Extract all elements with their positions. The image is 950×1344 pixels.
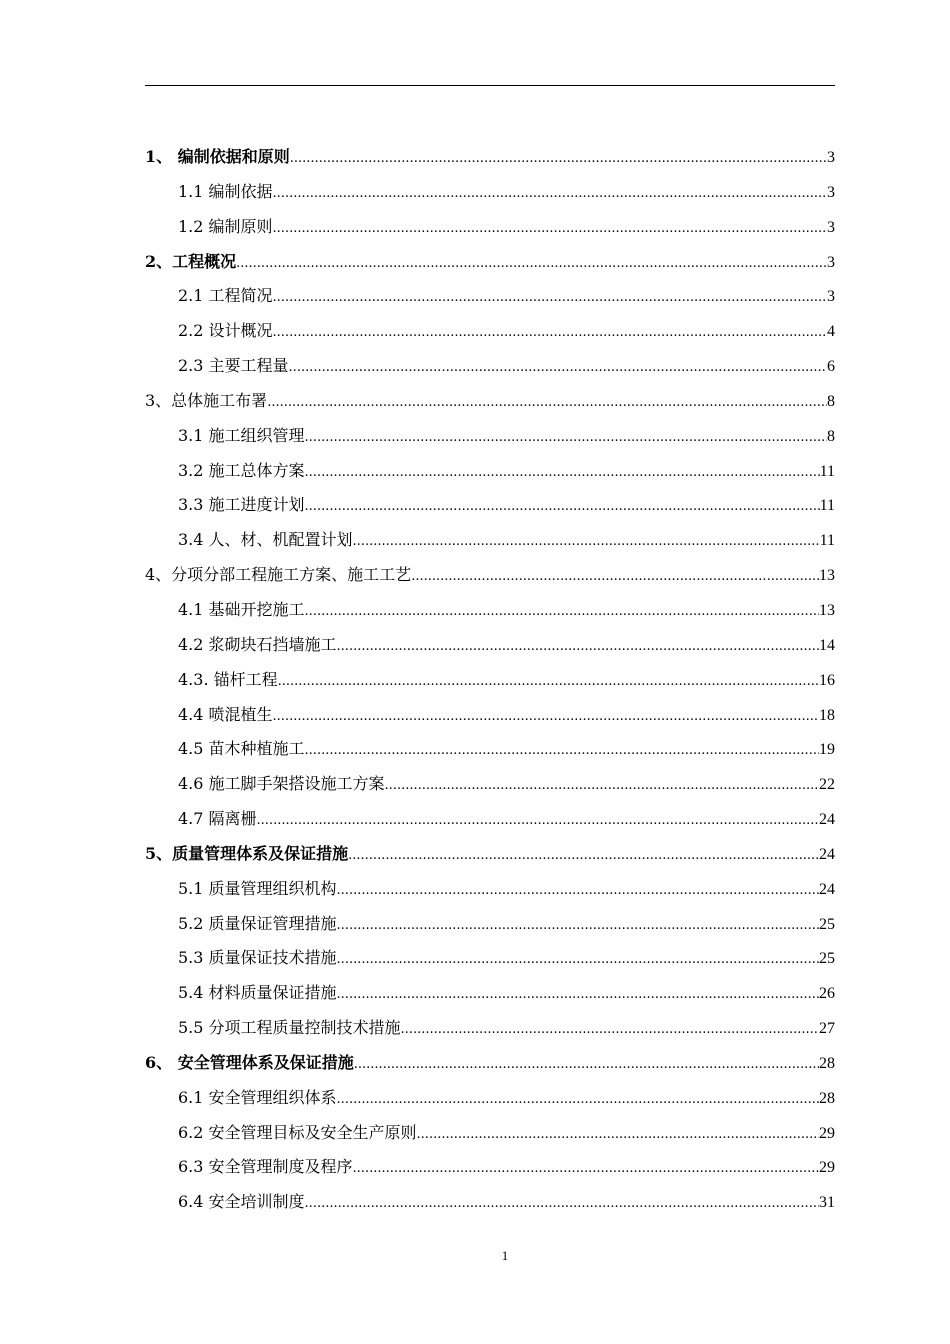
toc-entry-page-number: 3 — [827, 288, 835, 306]
toc-entry-title: 5、质量管理体系及保证措施 — [145, 843, 349, 863]
toc-entry[interactable] — [145, 1081, 835, 1116]
toc-dot-leader — [354, 1048, 819, 1083]
toc-entry-title: 4.7 隔离栅 — [178, 809, 257, 829]
toc-entry[interactable] — [145, 802, 835, 837]
toc-entry-page-number: 18 — [819, 706, 835, 724]
toc-entry-page-number: 13 — [819, 601, 835, 619]
toc-dot-leader — [337, 978, 819, 1013]
toc-entry[interactable] — [145, 976, 835, 1011]
toc-entry-title: 4、分项分部工程施工方案、施工工艺 — [145, 565, 412, 585]
toc-entry-page-number: 24 — [819, 845, 835, 863]
toc-entry-page-number: 13 — [819, 567, 835, 585]
toc-entry-title: 2.3 主要工程量 — [178, 356, 289, 376]
toc-entry-page-number: 11 — [819, 462, 835, 480]
toc-entry-page-number: 27 — [819, 1020, 835, 1038]
toc-dot-leader — [273, 177, 827, 212]
toc-entry[interactable] — [145, 663, 835, 698]
table-of-contents — [145, 140, 835, 1220]
toc-dot-leader — [337, 1083, 819, 1118]
toc-entry-page-number: 24 — [819, 811, 835, 829]
toc-entry-title: 5.5 分项工程质量控制技术措施 — [178, 1018, 401, 1038]
toc-entry[interactable] — [145, 593, 835, 628]
toc-entry-page-number: 31 — [819, 1194, 835, 1212]
toc-entry[interactable] — [145, 1011, 835, 1046]
toc-dot-leader — [353, 525, 820, 560]
toc-entry[interactable] — [145, 1116, 835, 1151]
toc-entry-title: 5.3 质量保证技术措施 — [178, 948, 337, 968]
toc-dot-leader — [337, 874, 819, 909]
toc-entry[interactable] — [145, 210, 835, 245]
toc-dot-leader — [337, 943, 819, 978]
toc-dot-leader — [273, 212, 827, 247]
toc-entry-title: 4.1 基础开挖施工 — [178, 599, 305, 619]
toc-entry-page-number: 6 — [827, 358, 835, 376]
toc-entry-page-number: 25 — [819, 950, 835, 968]
toc-entry-title: 3.3 施工进度计划 — [178, 495, 305, 515]
toc-dot-leader — [278, 665, 819, 700]
page-number: 1 — [501, 1248, 509, 1263]
toc-entry-page-number: 24 — [819, 880, 835, 898]
toc-entry[interactable] — [145, 454, 835, 489]
toc-entry-title: 4.2 浆砌块石挡墙施工 — [178, 634, 337, 654]
toc-entry-title: 1.2 编制原则 — [178, 216, 273, 236]
toc-dot-leader — [305, 456, 820, 491]
toc-dot-leader — [305, 734, 819, 769]
toc-entry-page-number: 29 — [819, 1124, 835, 1142]
toc-entry-page-number: 3 — [827, 149, 835, 166]
toc-entry-page-number: 28 — [819, 1054, 835, 1072]
toc-entry-title: 6.1 安全管理组织体系 — [178, 1087, 337, 1107]
toc-dot-leader — [401, 1013, 819, 1048]
toc-entry-title: 3、总体施工布署 — [145, 390, 268, 410]
toc-dot-leader — [236, 247, 827, 282]
toc-dot-leader — [273, 316, 827, 351]
toc-entry-title: 6.2 安全管理目标及安全生产原则 — [178, 1122, 417, 1142]
toc-entry[interactable] — [145, 1185, 835, 1220]
toc-entry-page-number: 8 — [827, 392, 835, 410]
toc-dot-leader — [305, 1187, 819, 1222]
toc-entry-page-number: 16 — [819, 671, 835, 689]
toc-entry-title: 6、 安全管理体系及保证措施 — [145, 1052, 354, 1072]
toc-entry[interactable] — [145, 419, 835, 454]
toc-entry-title: 5.4 材料质量保证措施 — [178, 983, 337, 1003]
toc-entry-title: 6.4 安全培训制度 — [178, 1192, 305, 1212]
toc-dot-leader — [273, 700, 819, 735]
toc-entry-page-number: 3 — [827, 218, 835, 236]
toc-dot-leader — [305, 595, 819, 630]
toc-dot-leader — [273, 281, 827, 316]
toc-entry[interactable] — [145, 245, 835, 280]
toc-entry-title: 4.3. 锚杆工程 — [178, 669, 278, 689]
toc-entry-title: 5.1 质量管理组织机构 — [178, 878, 337, 898]
toc-entry-title: 2.2 设计概况 — [178, 321, 273, 341]
toc-entry-page-number: 4 — [827, 323, 835, 341]
toc-entry-page-number: 28 — [819, 1089, 835, 1107]
toc-entry[interactable] — [145, 175, 835, 210]
toc-dot-leader — [337, 630, 819, 665]
toc-entry[interactable] — [145, 907, 835, 942]
toc-entry-page-number: 11 — [819, 532, 835, 550]
toc-dot-leader — [305, 421, 827, 456]
toc-entry[interactable] — [145, 837, 835, 872]
toc-entry-page-number: 22 — [819, 776, 835, 794]
toc-entry-page-number: 8 — [827, 427, 835, 445]
toc-entry-title: 5.2 质量保证管理措施 — [178, 913, 337, 933]
toc-entry-title: 3.2 施工总体方案 — [178, 460, 305, 480]
toc-dot-leader — [411, 560, 819, 595]
toc-entry[interactable] — [145, 698, 835, 733]
toc-entry[interactable] — [145, 140, 835, 175]
toc-entry[interactable] — [145, 523, 835, 558]
toc-entry[interactable] — [145, 558, 835, 593]
toc-entry[interactable] — [145, 732, 835, 767]
toc-entry[interactable] — [145, 941, 835, 976]
toc-entry-title: 2、工程概况 — [145, 251, 237, 271]
toc-entry-page-number: 14 — [819, 636, 835, 654]
toc-dot-leader — [337, 909, 819, 944]
toc-entry-page-number: 25 — [819, 915, 835, 933]
toc-entry-page-number: 26 — [819, 985, 835, 1003]
toc-entry-page-number: 3 — [827, 183, 835, 201]
toc-entry[interactable] — [145, 1046, 835, 1081]
toc-dot-leader — [305, 490, 820, 525]
toc-entry-page-number: 11 — [819, 497, 835, 515]
toc-entry-title: 3.4 人、材、机配置计划 — [178, 530, 353, 550]
header-rule — [145, 85, 835, 86]
toc-dot-leader — [417, 1118, 819, 1153]
toc-dot-leader — [290, 142, 827, 177]
toc-dot-leader — [257, 804, 819, 839]
toc-entry-title: 4.4 喷混植生 — [178, 704, 273, 724]
toc-entry-title: 1、 编制依据和原则 — [145, 147, 290, 166]
toc-entry[interactable] — [145, 872, 835, 907]
toc-entry[interactable] — [145, 279, 835, 314]
toc-dot-leader — [385, 769, 819, 804]
toc-entry-title: 3.1 施工组织管理 — [178, 425, 305, 445]
toc-entry-title: 4.6 施工脚手架搭设施工方案 — [178, 774, 385, 794]
toc-entry-page-number: 3 — [827, 253, 835, 271]
toc-entry[interactable] — [145, 488, 835, 523]
toc-entry[interactable] — [145, 628, 835, 663]
toc-entry[interactable] — [145, 767, 835, 802]
toc-entry[interactable] — [145, 1150, 835, 1185]
toc-entry-title: 1.1 编制依据 — [178, 181, 273, 201]
toc-dot-leader — [289, 351, 827, 386]
toc-entry-page-number: 19 — [819, 741, 835, 759]
toc-entry-page-number: 29 — [819, 1159, 835, 1177]
toc-entry[interactable] — [145, 349, 835, 384]
toc-entry[interactable] — [145, 314, 835, 349]
toc-dot-leader — [348, 839, 819, 874]
toc-entry[interactable] — [145, 384, 835, 419]
toc-entry-title: 2.1 工程简况 — [178, 286, 273, 306]
toc-dot-leader — [353, 1152, 819, 1187]
toc-entry-title: 6.3 安全管理制度及程序 — [178, 1157, 353, 1177]
toc-entry-title: 4.5 苗木种植施工 — [178, 739, 305, 759]
toc-dot-leader — [267, 386, 827, 421]
